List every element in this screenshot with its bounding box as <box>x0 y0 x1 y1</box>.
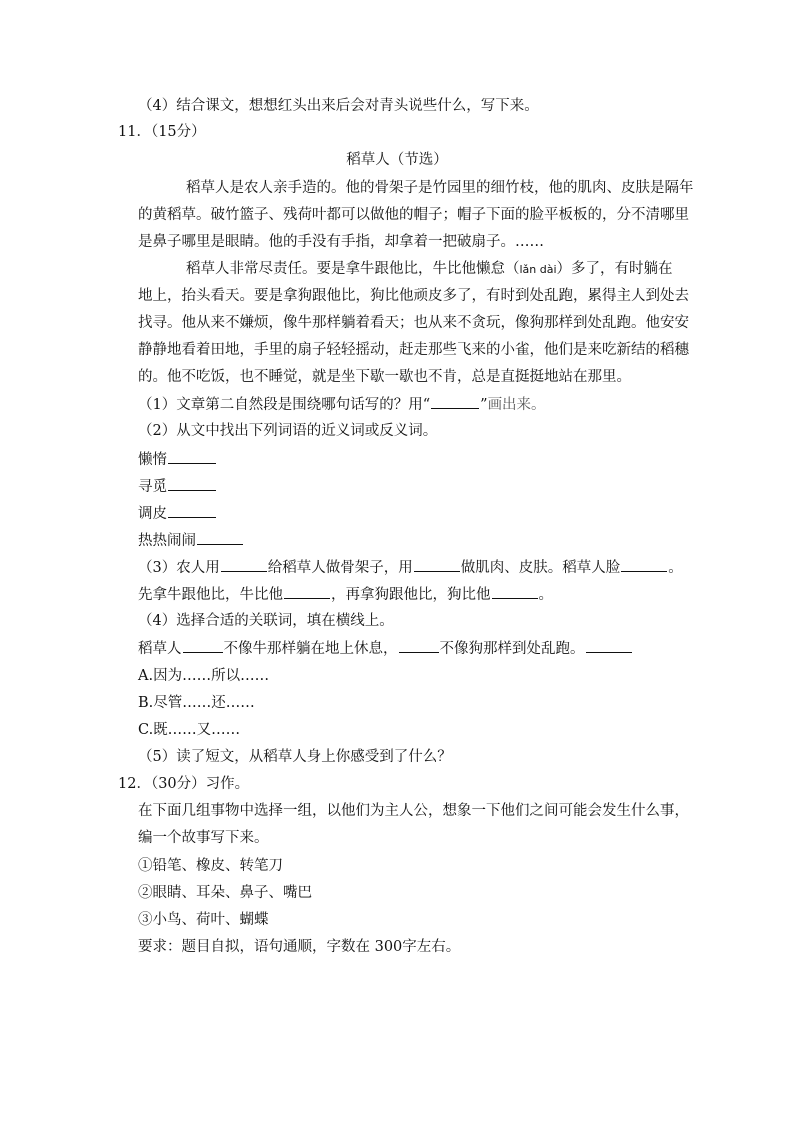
text: 不像狗那样到处乱跑。 <box>439 641 585 657</box>
text: （3）农人用 <box>138 560 220 576</box>
text: ，再拿狗跟他比，狗比他 <box>331 587 491 603</box>
word-label: 调皮 <box>138 506 167 522</box>
passage-p2-text-a: 稻草人非常尽责任。要是拿牛跟他比，牛比他懒怠（ <box>186 261 520 277</box>
answer-blank[interactable] <box>414 557 460 572</box>
text: 。 <box>668 560 683 576</box>
sub-question-3-line-2 <box>138 584 553 605</box>
question-10-4: （4）结合课文，想想红头出来后会对青头说些什么，写下来。 <box>138 98 539 114</box>
closing-quote: ” <box>480 397 488 413</box>
answer-blank[interactable] <box>284 584 330 599</box>
sub-question-5: （5）读了短文，从稻草人身上你感受到了什么？ <box>138 749 452 765</box>
option-b: B.尽管……还…… <box>138 695 255 711</box>
text: 先拿牛跟他比，牛比他 <box>138 587 283 603</box>
passage-p1-line-2: 的黄稻草。破竹篮子、残荷叶都可以做他的帽子；帽子下面的脸平板板的，分不清哪里 <box>138 207 689 223</box>
pinyin-annotation: lǎn dài <box>519 263 557 276</box>
word-item-3 <box>138 503 217 524</box>
sub-question-4-sentence <box>138 638 633 659</box>
sub-question-1-text: （1）文章第二自然段是围绕哪句话写的？用“ <box>138 397 431 413</box>
passage-p2-line-3: 找寻。他从来不嫌烦，像牛那样躺着看天；也从来不贪玩，像狗那样到处乱跑。他安安 <box>138 315 689 331</box>
q12-intro-line-1: 在下面几组事物中选择一组，以他们为主人公，想象一下他们之间可能会发生什么事， <box>138 803 689 819</box>
passage-p1-line-3: 是鼻子哪里是眼睛。他的手没有手指，却拿着一把破扇子。…… <box>138 234 544 250</box>
passage-p2-line-2: 地上，抬头看天。要是拿狗跟他比，狗比他顽皮多了，有时到处乱跑，累得主人到处去 <box>138 288 689 304</box>
q12-choice-2: ②眼睛、耳朵、鼻子、嘴巴 <box>138 885 312 901</box>
answer-blank[interactable] <box>492 584 538 599</box>
q12-choice-1: ①铅笔、橡皮、转笔刀 <box>138 858 283 874</box>
sub-question-2: （2）从文中找出下列词语的近义词或反义词。 <box>138 423 438 439</box>
answer-blank[interactable] <box>168 449 216 464</box>
text: 给稻草人做骨架子，用 <box>267 560 413 576</box>
answer-blank[interactable] <box>431 394 479 409</box>
answer-blank[interactable] <box>197 530 243 545</box>
passage-p2-line-4: 静静地看着田地，手里的扇子轻轻摇动，赶走那些飞来的小雀，他们是来吃新结的稻穗 <box>138 342 689 358</box>
option-a: A.因为……所以…… <box>138 668 270 684</box>
q12-requirement: 要求：题目自拟，语句通顺，字数在 300字左右。 <box>138 939 461 955</box>
word-label: 热热闹闹 <box>138 533 196 549</box>
sub-question-3-line-1 <box>138 557 683 578</box>
sub-question-1-instruction: 画出来。 <box>487 397 546 413</box>
answer-blank[interactable] <box>399 638 439 653</box>
passage-p2-line-5: 的。他不吃饭，也不睡觉，就是坐下歇一歇也不肯，总是直挺挺地站在那里。 <box>138 369 631 385</box>
sub-question-4: （4）选择合适的关联词，填在横线上。 <box>138 613 394 629</box>
q12-choice-3: ③小鸟、荷叶、蝴蝶 <box>138 912 269 928</box>
word-item-4 <box>138 530 244 551</box>
passage-p2-line-1 <box>186 259 673 280</box>
q12-intro-line-2: 编一个故事写下来。 <box>138 830 269 846</box>
answer-blank[interactable] <box>221 557 267 572</box>
text: 做肌肉、皮肤。稻草人脸 <box>460 560 621 576</box>
answer-blank[interactable] <box>168 476 216 491</box>
answer-blank[interactable] <box>183 638 223 653</box>
word-item-1 <box>138 449 217 470</box>
word-label: 懒惰 <box>138 452 167 468</box>
answer-blank[interactable] <box>586 638 632 653</box>
question-12-number: 12．（30分）习作。 <box>118 776 250 792</box>
passage-p1-line-1: 稻草人是农人亲手造的。他的骨架子是竹园里的细竹枝，他的肌肉、皮肤是隔年 <box>186 180 694 196</box>
answer-blank[interactable] <box>621 557 667 572</box>
word-item-2 <box>138 476 217 497</box>
text: 。 <box>538 587 553 603</box>
option-c: C.既……又…… <box>138 722 241 738</box>
question-11-number: 11．（15分） <box>118 124 206 140</box>
passage-p2-text-b: ）多了，有时躺在 <box>556 261 673 277</box>
sub-question-1 <box>138 394 546 415</box>
answer-blank[interactable] <box>168 503 216 518</box>
text: 不像牛那样躺在地上休息， <box>223 641 398 657</box>
passage-title: 稻草人（节选） <box>346 152 448 168</box>
text: 稻草人 <box>138 641 182 657</box>
word-label: 寻觅 <box>138 479 167 495</box>
